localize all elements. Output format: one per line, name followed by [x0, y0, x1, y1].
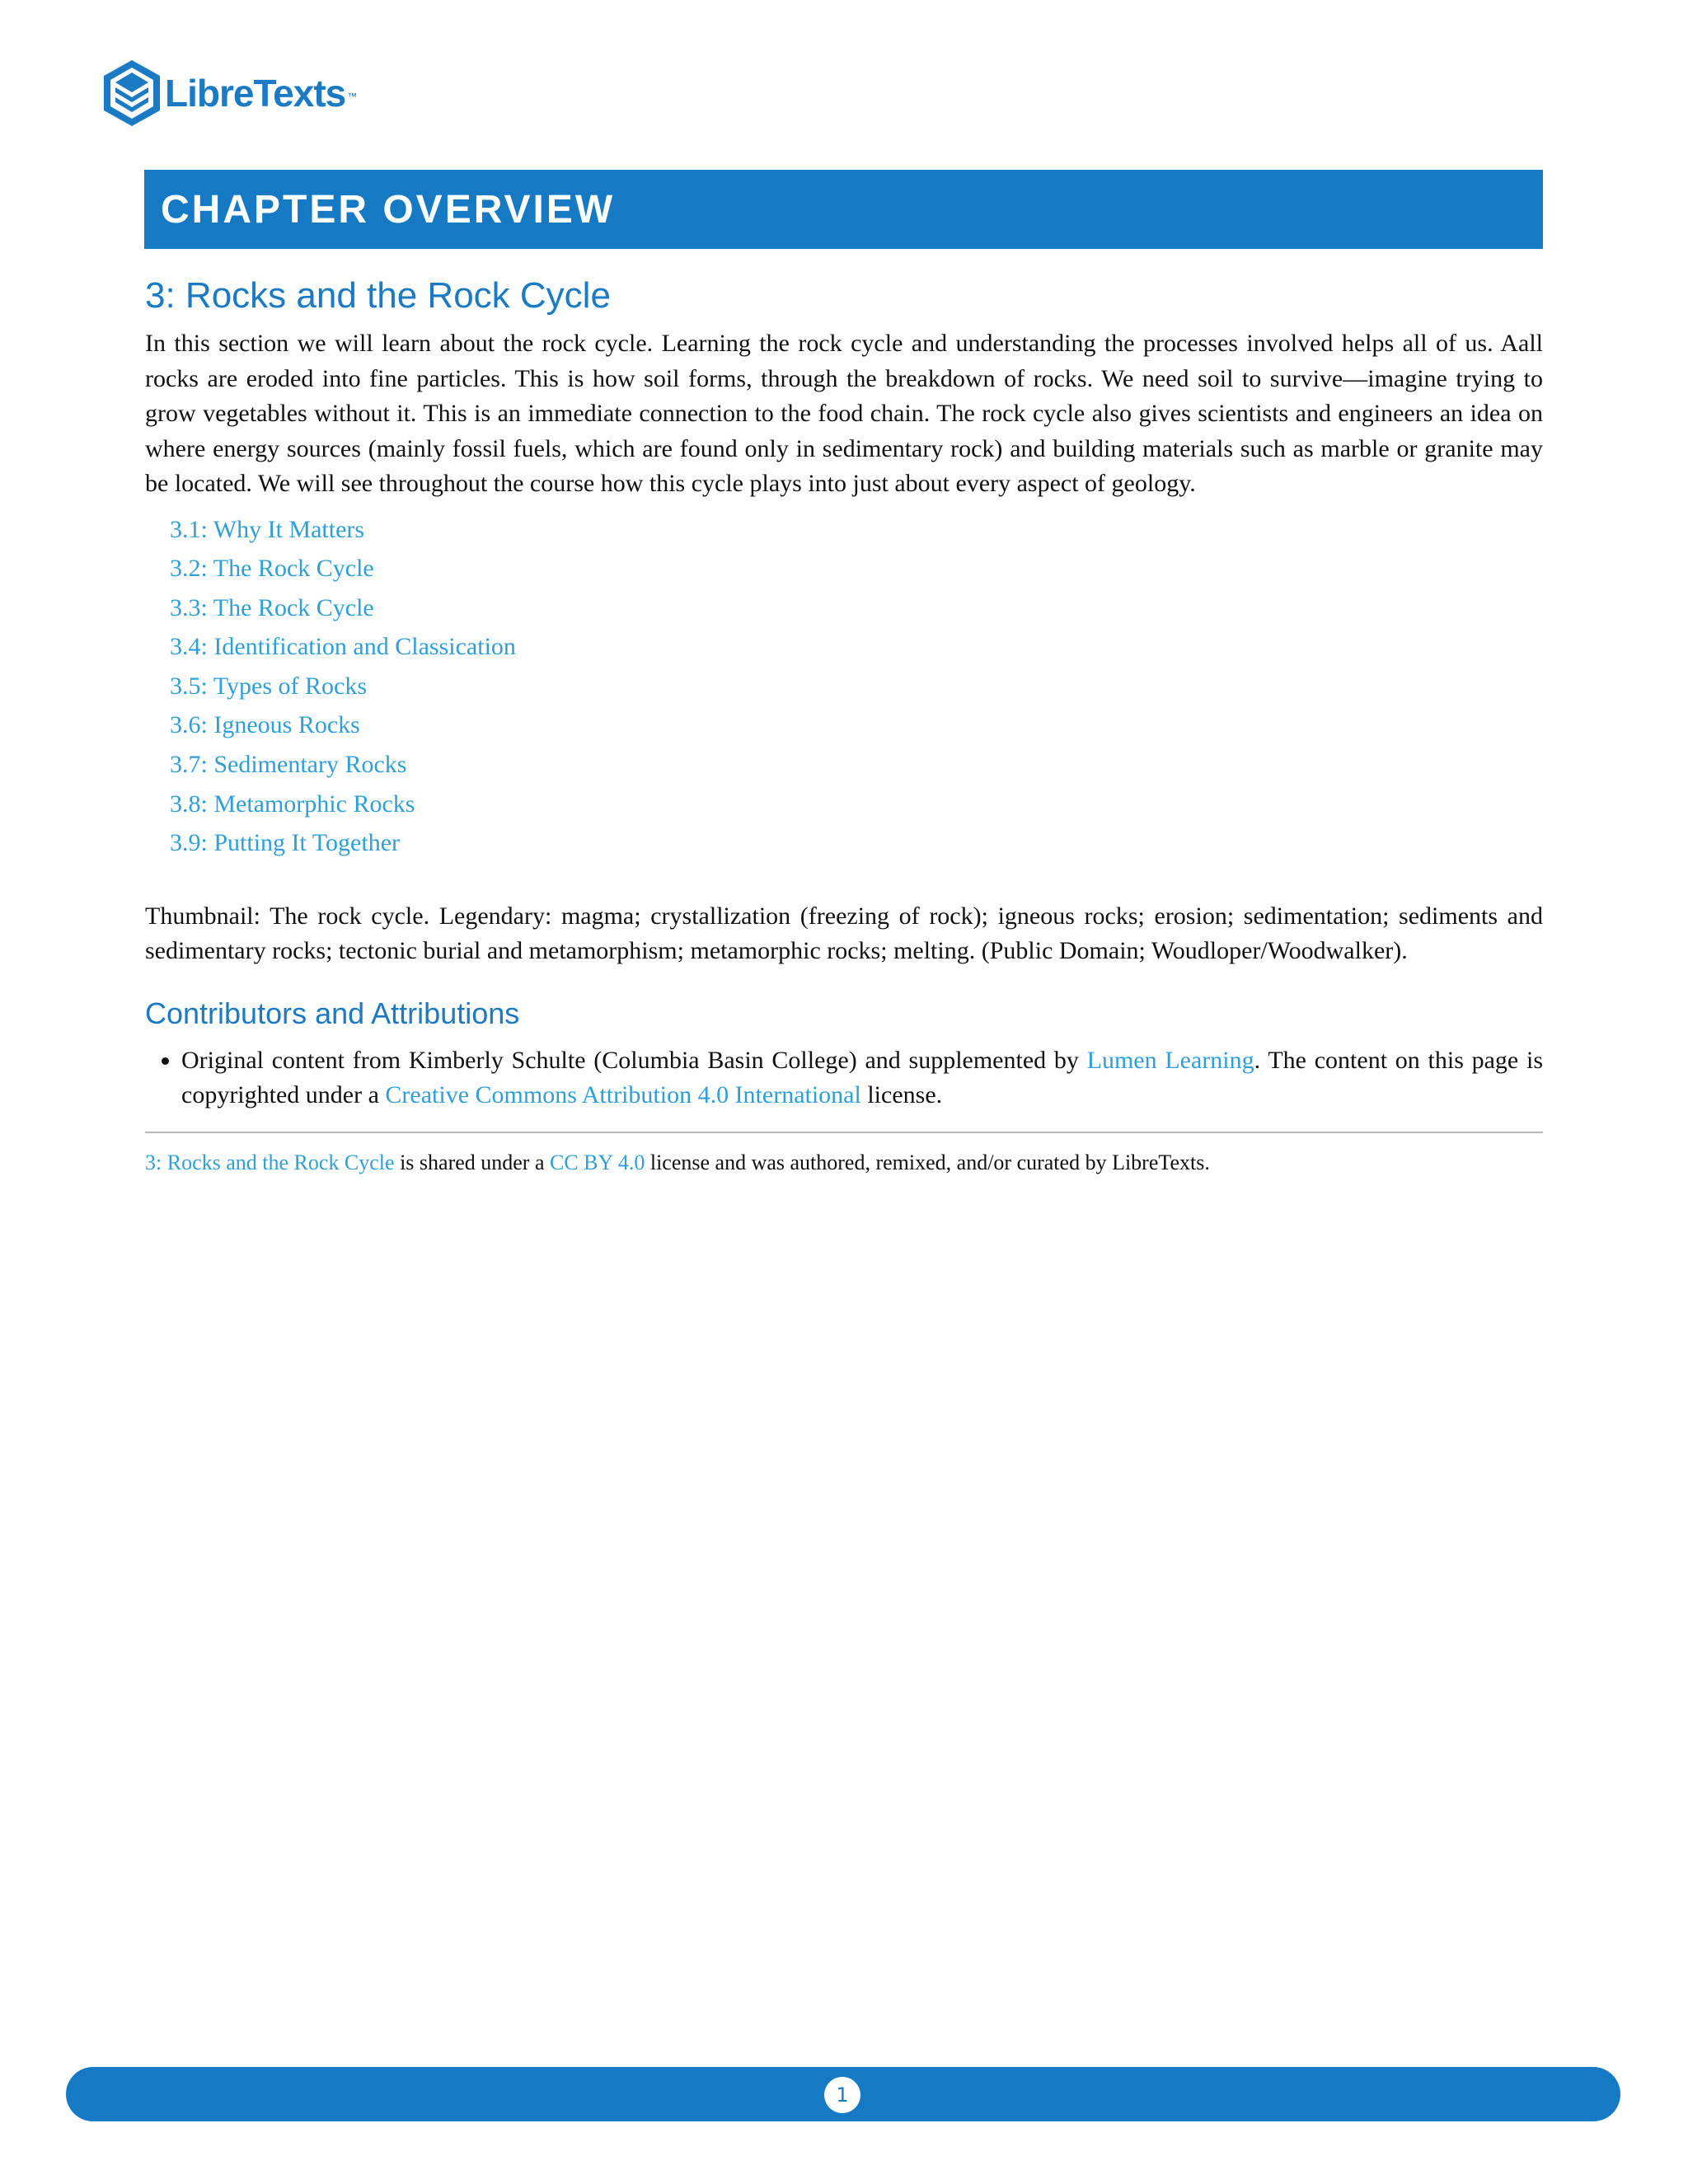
- toc-list: [145, 510, 1543, 863]
- contributors-heading: Contributors and Attributions: [145, 996, 520, 1030]
- main-content: [145, 270, 1543, 1179]
- toc-link-3-3[interactable]: 3.3: The Rock Cycle: [170, 593, 374, 621]
- cc-attribution-link[interactable]: Creative Commons Attribution 4.0 International: [385, 1081, 861, 1109]
- logo-trademark: ™: [347, 91, 358, 102]
- license-text-2: license and was authored, remixed, and/or curated by LibreTexts.: [645, 1150, 1210, 1174]
- toc-item: [170, 549, 1543, 588]
- cc-by-link[interactable]: CC BY 4.0: [550, 1150, 645, 1174]
- page-number: 1: [824, 2077, 860, 2113]
- intro-paragraph: In this section we will learn about the rock cycle. Learning the rock cycle and understanding the processes involved helps all of us. Aall rocks are eroded into fine particles. This is how soil forms, through the breakdown of rocks. We need soil to survive—imagine trying to grow vegetables without it. This is an immediate connection to the food chain. The rock cycle also gives scientists and engineers an idea on where energy sources (mainly fossil fuels, which are found only in sedimentary rock) and building materials such as marble or granite may be located. We will see throughout the course how this cycle plays into just about every aspect of geology.: [145, 330, 1543, 497]
- toc-item: [170, 705, 1543, 745]
- chapter-title: 3: Rocks and the Rock Cycle: [145, 275, 611, 316]
- toc-item: [170, 510, 1543, 550]
- license-note: [145, 1146, 1543, 1179]
- contributor-text-2: . The content on this page is copyrighted under a: [181, 1046, 1544, 1109]
- toc-item: [170, 745, 1543, 785]
- contributor-text-1: Original content from Kimberly Schulte (Columbia Basin College) and supplemented by: [181, 1046, 1087, 1074]
- logo-wordmark: LibreTexts: [165, 72, 346, 115]
- toc-link-3-9[interactable]: 3.9: Putting It Together: [170, 829, 400, 857]
- toc-item: [170, 627, 1543, 667]
- chapter-overview-banner: [144, 170, 1543, 249]
- toc-link-3-5[interactable]: 3.5: Types of Rocks: [170, 672, 368, 700]
- libretexts-logo[interactable]: [101, 58, 357, 129]
- license-text-1: is shared under a: [394, 1150, 550, 1174]
- thumbnail-caption: Thumbnail: The rock cycle. Legendary: magma; crystallization (freezing of rock); igneous rocks; erosion; sedimentation; sediments and sedimentary rocks; tectonic burial and metamorphism; metamorphic rocks; melting. (Public Domain; Woudloper/Woodwalker).: [145, 902, 1543, 965]
- toc-link-3-1[interactable]: 3.1: Why It Matters: [170, 515, 365, 543]
- banner-title: CHAPTER OVERVIEW: [161, 187, 616, 232]
- contributor-text-3: license.: [860, 1081, 943, 1109]
- contributors-list: [145, 1043, 1543, 1113]
- libretexts-hexagon-icon: [101, 58, 163, 129]
- toc-item: [170, 667, 1543, 706]
- toc-link-3-4[interactable]: 3.4: Identification and Classication: [170, 633, 516, 661]
- divider: [145, 1132, 1543, 1133]
- toc-item: [170, 785, 1543, 824]
- page-title-link[interactable]: 3: Rocks and the Rock Cycle: [145, 1150, 395, 1174]
- toc-link-3-8[interactable]: 3.8: Metamorphic Rocks: [170, 790, 415, 818]
- lumen-learning-link[interactable]: Lumen Learning: [1086, 1046, 1254, 1074]
- contributor-item: [181, 1043, 1543, 1113]
- toc-link-3-2[interactable]: 3.2: The Rock Cycle: [170, 555, 374, 583]
- toc-item: [170, 823, 1543, 863]
- toc-link-3-6[interactable]: 3.6: Igneous Rocks: [170, 711, 360, 739]
- toc-link-3-7[interactable]: 3.7: Sedimentary Rocks: [170, 751, 407, 779]
- toc-item: [170, 588, 1543, 628]
